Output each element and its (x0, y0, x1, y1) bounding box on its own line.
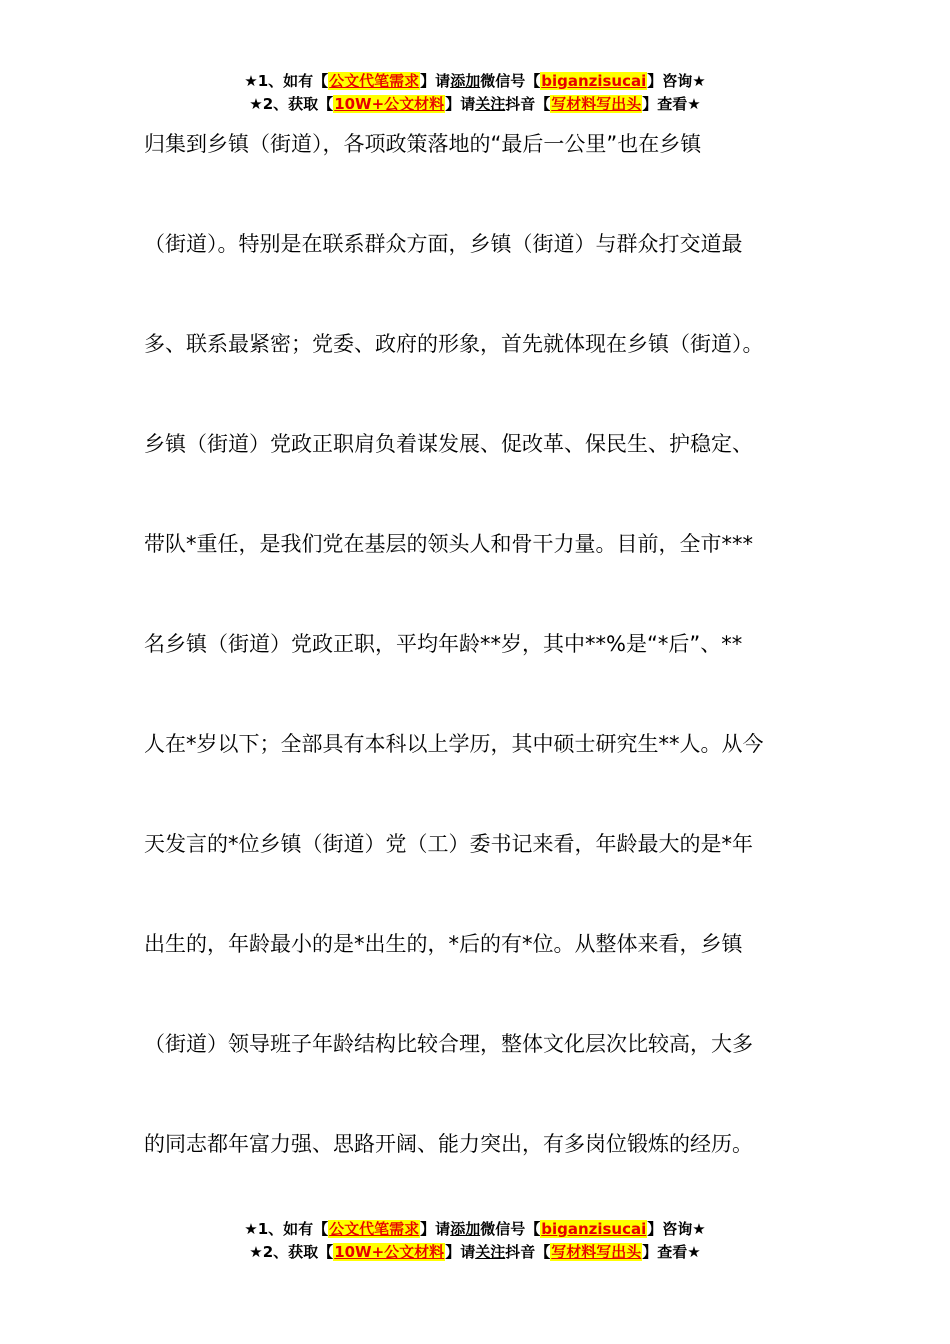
banner-text: 】请 (445, 95, 476, 113)
banner-text: ★2、获取【 (249, 95, 334, 113)
banner-text: 】请 (445, 1243, 476, 1261)
highlight-materials: 10W+公文材料 (334, 95, 445, 113)
banner-line-2 (0, 1241, 950, 1264)
underlined-text: 添加 (450, 72, 481, 90)
highlight-materials: 10W+公文材料 (334, 1243, 445, 1261)
banner-line-1 (0, 70, 950, 93)
body-line: 的同志都年富力强、思路开阔、能力突出，有多岗位锻炼的经历。 (144, 1132, 753, 1156)
banner-text: 微信号【 (480, 72, 541, 90)
body-line: 乡镇（街道）党政正职肩负着谋发展、促改革、保民生、护稳定、 (144, 432, 753, 456)
banner-line-1 (0, 1218, 950, 1241)
body-line: 名乡镇（街道）党政正职，平均年龄**岁，其中**%是“*后”、** (144, 632, 743, 656)
header-banner (0, 70, 950, 116)
banner-text: 】查看★ (642, 1243, 701, 1261)
body-line: （街道）。特别是在联系群众方面，乡镇（街道）与群众打交道最 (144, 232, 743, 256)
highlight-service: 公文代笔需求 (329, 1220, 420, 1238)
banner-text: ★1、如有【 (244, 1220, 329, 1238)
banner-text: 】请 (420, 72, 451, 90)
underlined-text: 关注 (475, 95, 506, 113)
highlight-wechat-id: biganzisucai (541, 1220, 647, 1238)
highlight-service: 公文代笔需求 (329, 72, 420, 90)
banner-text: 微信号【 (480, 1220, 541, 1238)
banner-line-2 (0, 93, 950, 116)
highlight-wechat-id: biganzisucai (541, 72, 647, 90)
body-line: 人在*岁以下；全部具有本科以上学历，其中硕士研究生**人。从今 (144, 732, 764, 756)
underlined-text: 添加 (450, 1220, 481, 1238)
banner-text: 】请 (420, 1220, 451, 1238)
body-line: （街道）领导班子年龄结构比较合理，整体文化层次比较高，大多 (144, 1032, 753, 1056)
highlight-douyin-account: 写材料写出头 (551, 1243, 642, 1261)
highlight-douyin-account: 写材料写出头 (551, 95, 642, 113)
banner-text: 抖音【 (505, 1243, 551, 1261)
body-line: 天发言的*位乡镇（街道）党（工）委书记来看，年龄最大的是*年 (144, 832, 753, 856)
banner-text: ★2、获取【 (249, 1243, 334, 1261)
banner-text: 抖音【 (505, 95, 551, 113)
body-line: 归集到乡镇（街道），各项政策落地的“最后一公里”也在乡镇 (144, 132, 702, 156)
banner-text: ★1、如有【 (244, 72, 329, 90)
body-line: 带队*重任，是我们党在基层的领头人和骨干力量。目前，全市*** (144, 532, 753, 556)
document-body (144, 122, 824, 1222)
body-line: 多、联系最紧密；党委、政府的形象，首先就体现在乡镇（街道）。 (144, 332, 764, 356)
footer-banner (0, 1218, 950, 1264)
banner-text: 】咨询★ (647, 72, 706, 90)
body-line: 出生的，年龄最小的是*出生的，*后的有*位。从整体来看，乡镇 (144, 932, 743, 956)
banner-text: 】咨询★ (647, 1220, 706, 1238)
underlined-text: 关注 (475, 1243, 506, 1261)
banner-text: 】查看★ (642, 95, 701, 113)
